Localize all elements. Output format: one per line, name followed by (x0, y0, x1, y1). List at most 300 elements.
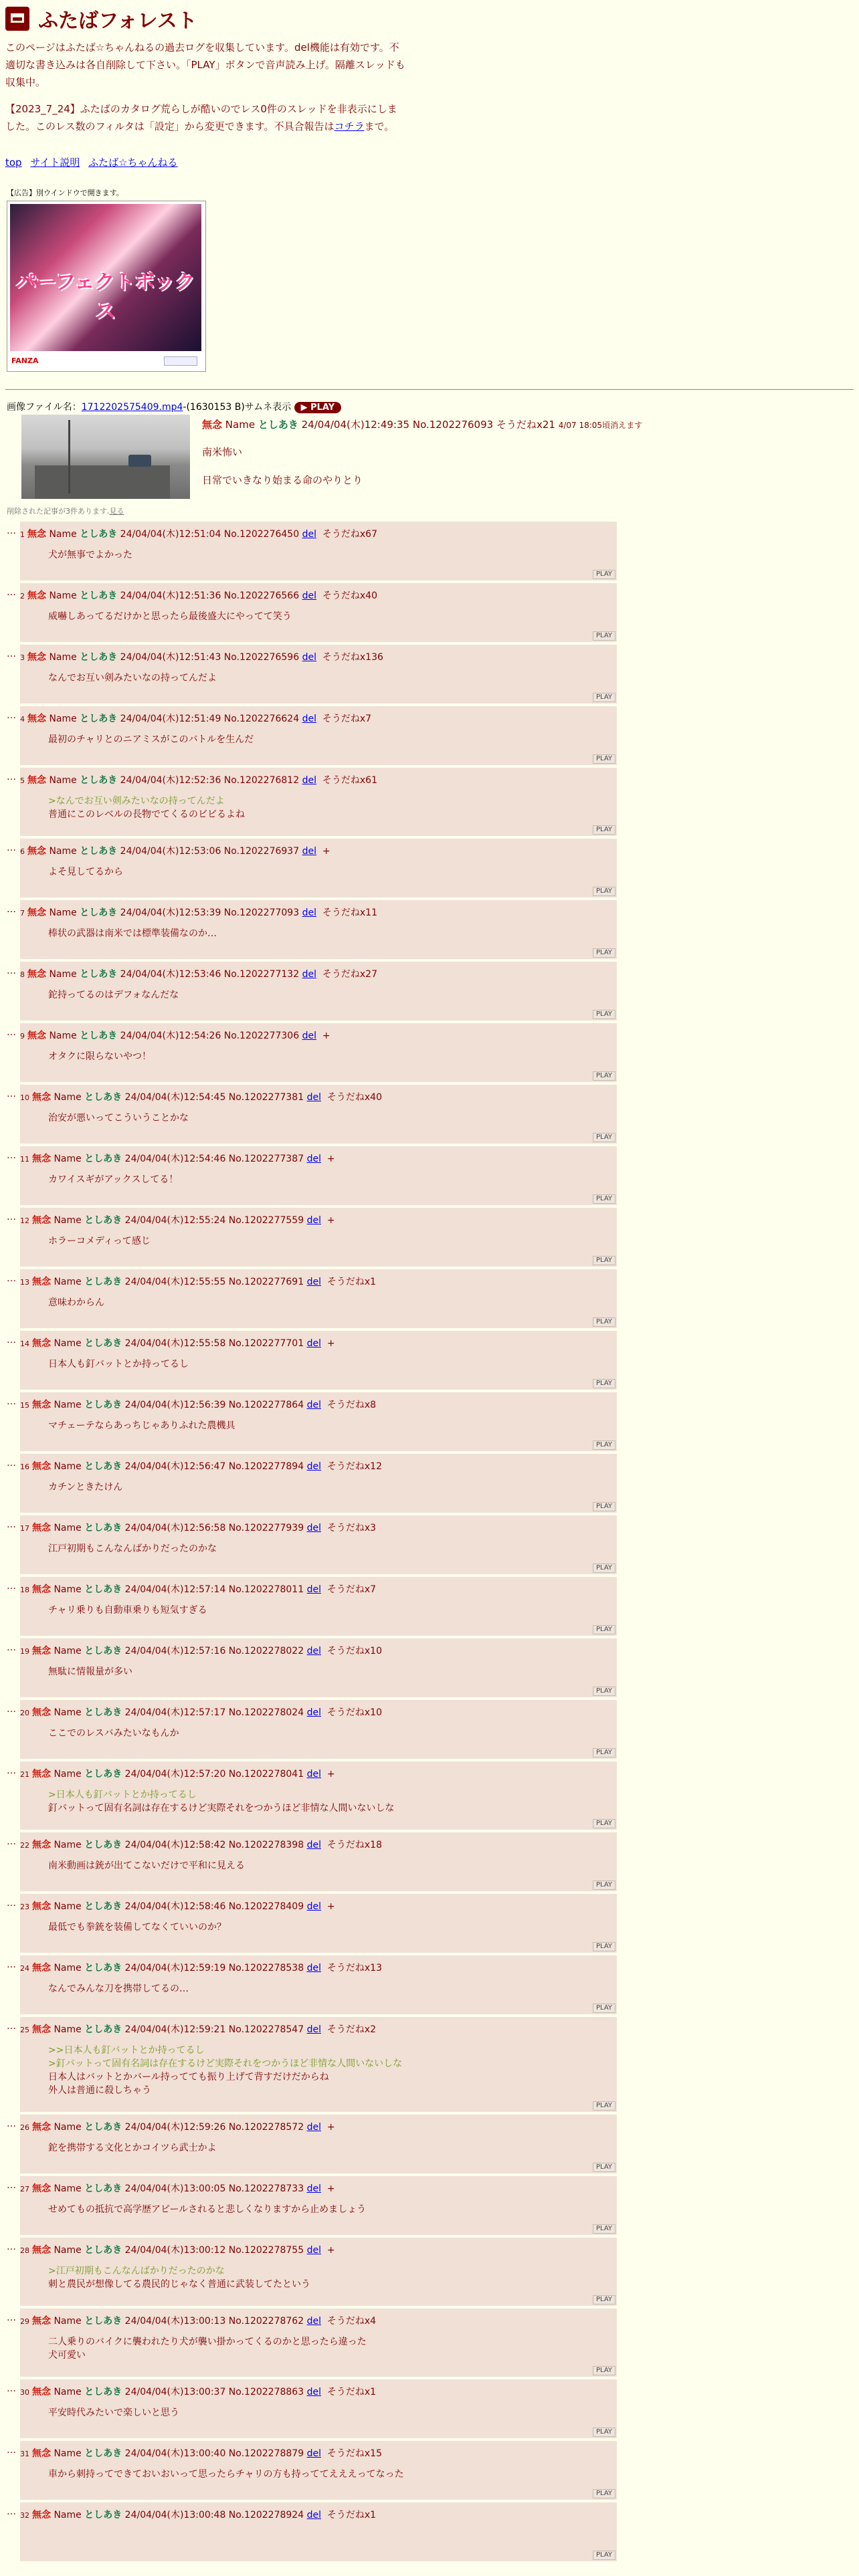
reply-row (0, 2176, 859, 2238)
reply-name-label: Name (54, 1523, 82, 1533)
reply-sodane[interactable]: そうだねx27 (322, 969, 377, 980)
reply-del-link[interactable]: del (306, 1901, 321, 1912)
op-header (202, 417, 642, 431)
op-sodane[interactable]: そうだねx21 (496, 419, 555, 431)
reply-body (48, 2406, 179, 2420)
reply-line: 意味わからん (48, 1297, 104, 1308)
deleted-show-link[interactable]: 見る (109, 507, 124, 516)
reply-line: よそ見してるから (48, 867, 123, 877)
reply-post (20, 1269, 617, 1328)
reply-subject: 無念 (27, 1031, 46, 1041)
reply-quote: >日本人も釘バットとか持ってるし (48, 1790, 197, 1800)
reply-body (48, 794, 245, 821)
reply-header (20, 2446, 382, 2460)
reply-date: 24/04/04(木)12:51:36 No.1202276566 (120, 591, 300, 601)
reply-play-button[interactable]: PLAY (593, 1687, 615, 1696)
reply-indent-dots: … (7, 1089, 15, 1099)
reply-del-link[interactable]: del (306, 1400, 321, 1410)
reply-date: 24/04/04(木)13:00:13 No.1202278762 (124, 2316, 304, 2327)
reply-del-link[interactable]: del (306, 1338, 321, 1349)
reply-play-button[interactable]: PLAY (593, 1194, 615, 1204)
reply-del-link[interactable]: del (306, 1840, 321, 1850)
reply-sodane[interactable]: そうだねx12 (326, 1461, 382, 1472)
reply-play-button[interactable]: PLAY (593, 2004, 615, 2013)
reply-play-button[interactable]: PLAY (593, 1502, 615, 1511)
reply-del-link[interactable]: del (306, 2183, 321, 2194)
reply-body (48, 1173, 178, 1186)
reply-name: としあき (84, 2510, 122, 2520)
op-name-label: Name (225, 419, 256, 431)
reply-row (0, 1208, 859, 1269)
reply-date: 24/04/04(木)12:54:46 No.1202277387 (124, 1154, 304, 1164)
reply-name-label: Name (54, 1646, 82, 1656)
reply-date: 24/04/04(木)12:59:19 No.1202278538 (124, 1963, 304, 1973)
reply-play-button[interactable]: PLAY (593, 2163, 615, 2172)
reply-row (0, 1454, 859, 1515)
reply-sodane[interactable]: そうだねx136 (322, 652, 383, 663)
reply-line: チャリ乗りも自動車乗りも短気すぎる (48, 1605, 207, 1616)
file-link[interactable]: 1712202575409.mp4 (81, 402, 183, 413)
reply-play-button[interactable]: PLAY (593, 1133, 615, 1142)
reply-del-link[interactable]: del (306, 1277, 321, 1287)
reply-post (20, 645, 617, 704)
reply-number: 18 (20, 1586, 29, 1594)
reply-indent-dots: … (7, 1642, 15, 1653)
reply-number: 11 (20, 1155, 29, 1164)
reply-name-label: Name (49, 652, 77, 663)
reply-name-label: Name (54, 2387, 82, 2397)
reply-subject: 無念 (32, 1963, 51, 1973)
reply-date: 24/04/04(木)12:55:24 No.1202277559 (124, 1215, 304, 1226)
reply-del-link[interactable]: del (302, 591, 316, 601)
reply-number: 20 (20, 1709, 29, 1717)
reply-del-link[interactable]: del (302, 846, 316, 857)
reply-subject: 無念 (32, 1707, 51, 1718)
reply-date: 24/04/04(木)12:53:06 No.1202276937 (120, 846, 300, 857)
deleted-notice: 削除された記事が3件あります.見る (7, 507, 124, 516)
reply-name: としあき (80, 775, 118, 786)
reply-play-button[interactable]: PLAY (593, 2551, 615, 2560)
reply-name-label: Name (49, 1031, 77, 1041)
reply-sodane[interactable]: + (326, 2245, 335, 2256)
reply-del-link[interactable]: del (306, 2387, 321, 2397)
reply-play-button[interactable]: PLAY (593, 2489, 615, 2498)
site-logo-icon[interactable] (5, 7, 29, 31)
reply-header (20, 2508, 376, 2521)
reply-play-button[interactable]: PLAY (593, 1256, 615, 1265)
reply-sodane[interactable]: + (326, 2183, 335, 2194)
reply-play-button[interactable]: PLAY (593, 1881, 615, 1890)
reply-play-button[interactable]: PLAY (593, 693, 615, 702)
reply-sodane[interactable]: そうだねx1 (326, 1277, 377, 1287)
reply-row (0, 1085, 859, 1146)
reply-subject: 無念 (32, 1523, 51, 1533)
reply-name: としあき (80, 714, 118, 724)
reply-subject: 無念 (32, 2387, 51, 2397)
reply-date: 24/04/04(木)13:00:12 No.1202278755 (124, 2245, 304, 2256)
reply-post (20, 2176, 617, 2235)
reply-number: 30 (20, 2388, 29, 2397)
reply-play-button[interactable]: PLAY (593, 1440, 615, 1450)
reply-row (0, 2309, 859, 2379)
reply-number: 32 (20, 2511, 29, 2520)
reply-quote: >なんでお互い剣みたいなの持ってんだよ (48, 796, 225, 807)
reply-name-label: Name (54, 1769, 82, 1780)
reply-post (20, 1454, 617, 1513)
reply-sodane[interactable]: + (322, 846, 330, 857)
reply-header (20, 1961, 382, 1974)
reply-sodane[interactable]: そうだねx4 (326, 2316, 377, 2327)
bug-report-link[interactable]: コチラ (334, 120, 365, 132)
op-play-button[interactable]: ▶ PLAY (294, 402, 342, 413)
reply-indent-dots: … (7, 710, 15, 721)
reply-name: としあき (84, 2448, 122, 2459)
reply-subject: 無念 (32, 2024, 51, 2035)
reply-sodane[interactable]: そうだねx18 (326, 1840, 382, 1850)
reply-del-link[interactable]: del (302, 1031, 316, 1041)
reply-indent-dots: … (7, 587, 15, 598)
reply-del-link[interactable]: del (306, 1769, 321, 1780)
reply-del-link[interactable]: del (306, 2245, 321, 2256)
reply-subject: 無念 (27, 907, 46, 918)
reply-play-button[interactable]: PLAY (593, 2295, 615, 2304)
reply-number: 24 (20, 1964, 29, 1973)
reply-name: としあき (80, 591, 118, 601)
reply-play-button[interactable]: PLAY (593, 825, 615, 835)
reply-body (48, 927, 217, 940)
reply-del-link[interactable]: del (306, 2024, 321, 2035)
reply-sodane[interactable]: そうだねx7 (326, 1584, 377, 1595)
reply-body (48, 1358, 189, 1371)
reply-number: 23 (20, 1903, 29, 1911)
reply-del-link[interactable]: del (302, 969, 316, 980)
reply-del-link[interactable]: del (306, 1646, 321, 1656)
reply-play-button[interactable]: PLAY (593, 1819, 615, 1828)
reply-name: としあき (84, 1963, 122, 1973)
reply-post (20, 2502, 617, 2561)
op-subject: 無念 (202, 419, 223, 431)
reply-name: としあき (84, 1154, 122, 1164)
reply-post (20, 2379, 617, 2438)
reply-post (20, 583, 617, 642)
reply-name: としあき (84, 1707, 122, 1718)
reply-header (20, 1398, 376, 1411)
reply-indent-dots: … (7, 2313, 15, 2323)
reply-sodane[interactable]: そうだねx13 (326, 1963, 382, 1973)
reply-body (48, 988, 179, 1002)
reply-date: 24/04/04(木)12:56:39 No.1202277864 (124, 1400, 304, 1410)
reply-play-button[interactable]: PLAY (593, 887, 615, 896)
reply-header (20, 2120, 335, 2133)
intro-paragraph-1: このページはふたば☆ちゃんねるの過去ログを収集しています。del機能は有効です。不適切な書き込みは各自削除して下さい。「PLAY」ボタンで音声読み上げ。隔離スレッドも収集中。 (5, 41, 405, 88)
reply-indent-dots: … (7, 843, 15, 853)
reply-number: 27 (20, 2185, 29, 2193)
reply-del-link[interactable]: del (306, 1963, 321, 1973)
reply-row (0, 2115, 859, 2176)
nav-links (5, 155, 183, 169)
reply-play-button[interactable]: PLAY (593, 570, 615, 579)
thumb-pole (68, 420, 70, 494)
reply-del-link[interactable]: del (306, 1523, 321, 1533)
reply-indent-dots: … (7, 2119, 15, 2129)
reply-number: 12 (20, 1216, 29, 1225)
reply-row (0, 1832, 859, 1894)
reply-del-link[interactable]: del (306, 1154, 321, 1164)
reply-line: 車から刺持ってできておいおいって思ったらチャリの方も持っててえええってなった (48, 2469, 404, 2480)
reply-post (20, 522, 617, 580)
reply-header (20, 844, 330, 857)
reply-name: としあき (84, 1584, 122, 1595)
reply-number: 13 (20, 1278, 29, 1287)
op-name: としあき (258, 419, 298, 431)
op-video-thumbnail[interactable] (21, 415, 190, 499)
reply-body (48, 1727, 179, 1740)
reply-row (0, 2441, 859, 2502)
reply-header (20, 588, 377, 602)
ad-label: 【広告】別ウインドウで開きます。 (7, 189, 124, 197)
reply-post (20, 1700, 617, 1759)
reply-subject: 無念 (32, 1400, 51, 1410)
reply-sodane[interactable]: + (326, 1769, 335, 1780)
reply-name: としあき (84, 1646, 122, 1656)
reply-thread (0, 522, 859, 2564)
reply-sodane[interactable]: そうだねx3 (326, 1523, 377, 1533)
reply-indent-dots: … (7, 2506, 15, 2517)
ad-banner[interactable] (7, 201, 206, 372)
reply-post (20, 1392, 617, 1451)
ad-controls[interactable] (164, 356, 197, 366)
reply-subject: 無念 (32, 1338, 51, 1349)
reply-name: としあき (84, 2122, 122, 2133)
reply-date: 24/04/04(木)13:00:05 No.1202278733 (124, 2183, 304, 2194)
reply-header (20, 905, 377, 919)
reply-play-button[interactable]: PLAY (593, 1942, 615, 1951)
reply-body (48, 1050, 151, 1063)
reply-del-link[interactable]: del (306, 2510, 321, 2520)
op-file-info (7, 400, 341, 413)
reply-row (0, 583, 859, 645)
reply-indent-dots: … (7, 904, 15, 915)
reply-sodane[interactable]: + (326, 1154, 335, 1164)
reply-name: としあき (84, 1215, 122, 1226)
reply-sodane[interactable]: そうだねx2 (326, 2024, 377, 2035)
reply-sodane[interactable]: そうだねx40 (322, 591, 377, 601)
reply-body (48, 1235, 151, 1248)
reply-name: としあき (84, 2245, 122, 2256)
reply-del-link[interactable]: del (306, 2122, 321, 2133)
reply-subject: 無念 (32, 2510, 51, 2520)
reply-sodane[interactable]: そうだねx10 (326, 1646, 382, 1656)
reply-del-link[interactable]: del (306, 2316, 321, 2327)
reply-indent-dots: … (7, 1836, 15, 1847)
reply-date: 24/04/04(木)12:57:16 No.1202278022 (124, 1646, 304, 1656)
reply-indent-dots: … (7, 526, 15, 536)
reply-sodane[interactable]: + (322, 1031, 330, 1041)
reply-number: 5 (20, 776, 25, 785)
reply-header (20, 1705, 382, 1719)
reply-sodane[interactable]: + (326, 1215, 335, 1226)
reply-date: 24/04/04(木)12:58:46 No.1202278409 (124, 1901, 304, 1912)
reply-play-button[interactable]: PLAY (593, 2101, 615, 2111)
reply-play-button[interactable]: PLAY (593, 2428, 615, 2437)
reply-sodane[interactable]: + (326, 2122, 335, 2133)
reply-name-label: Name (49, 714, 77, 724)
reply-sodane[interactable]: そうだねx40 (326, 1092, 382, 1103)
reply-line: ホラーコメディって感じ (48, 1236, 151, 1247)
reply-post (20, 2115, 617, 2173)
reply-number: 2 (20, 592, 25, 601)
reply-date: 24/04/04(木)12:59:21 No.1202278547 (124, 2024, 304, 2035)
reply-del-link[interactable]: del (302, 714, 316, 724)
reply-indent-dots: … (7, 649, 15, 659)
reply-del-link[interactable]: del (306, 1215, 321, 1226)
reply-del-link[interactable]: del (302, 907, 316, 918)
reply-del-link[interactable]: del (302, 652, 316, 663)
reply-sodane[interactable]: そうだねx1 (326, 2387, 377, 2397)
reply-play-button[interactable]: PLAY (593, 754, 615, 764)
reply-play-button[interactable]: PLAY (593, 1625, 615, 1634)
reply-play-button[interactable]: PLAY (593, 2224, 615, 2234)
reply-play-button[interactable]: PLAY (593, 1564, 615, 1573)
reply-line: 日本人はバットとかバール持ってても振り上げて背すだけだからね (48, 2072, 329, 2082)
reply-sodane[interactable]: そうだねx67 (322, 529, 377, 540)
reply-quote: >釘バットって固有名詞は存在するけど実際それをつかうほど非情な人間いないしな (48, 2058, 403, 2069)
reply-play-button[interactable]: PLAY (593, 2366, 615, 2375)
reply-header (20, 2385, 376, 2398)
reply-date: 24/04/04(木)12:54:45 No.1202277381 (124, 1092, 304, 1103)
reply-subject: 無念 (32, 2448, 51, 2459)
reply-number: 14 (20, 1339, 29, 1348)
reply-sodane[interactable]: そうだねx61 (322, 775, 377, 786)
reply-indent-dots: … (7, 1704, 15, 1715)
reply-number: 28 (20, 2246, 29, 2255)
reply-row (0, 2238, 859, 2309)
reply-post (20, 1577, 617, 1636)
reply-indent-dots: … (7, 1519, 15, 1530)
reply-row (0, 1331, 859, 1392)
ad-image[interactable] (10, 204, 201, 351)
reply-sodane[interactable]: そうだねx11 (322, 907, 377, 918)
reply-sodane[interactable]: + (326, 1338, 335, 1349)
reply-name: としあき (84, 2024, 122, 2035)
reply-del-link[interactable]: del (306, 1707, 321, 1718)
reply-number: 21 (20, 1770, 29, 1779)
nav-link-futaba[interactable]: ふたば☆ちゃんねる (88, 156, 178, 169)
reply-play-button[interactable]: PLAY (593, 1010, 615, 1019)
reply-del-link[interactable]: del (306, 1461, 321, 1472)
reply-quote: >>日本人も釘バットとか持ってるし (48, 2045, 205, 2056)
reply-play-button[interactable]: PLAY (593, 1317, 615, 1327)
reply-line: 外人は普通に殺しちゃう (48, 2085, 151, 2096)
reply-sodane[interactable]: + (326, 1901, 335, 1912)
reply-sodane[interactable]: そうだねx1 (326, 2510, 377, 2520)
reply-header (20, 1899, 335, 1913)
reply-play-button[interactable]: PLAY (593, 1379, 615, 1388)
reply-subject: 無念 (32, 1769, 51, 1780)
reply-name-label: Name (54, 1707, 82, 1718)
nav-link-site-description[interactable]: サイト説明 (30, 156, 80, 169)
intro-paragraph-2: 【2023_7_24】ふたばのカタログ荒らしが酷いのでレス0件のスレッドを非表示にしました。このレス数のフィルタは「設定」から変更できます。不具合報告はコチラまで。 (5, 103, 397, 132)
reply-line: 治安が悪いってこういうことかな (48, 1113, 189, 1123)
reply-name-label: Name (54, 1901, 82, 1912)
reply-line: 鉈を携帯する文化とかコイツら武士かよ (48, 2143, 217, 2153)
reply-sodane[interactable]: そうだねx8 (326, 1400, 377, 1410)
reply-row (0, 2017, 859, 2115)
reply-sodane[interactable]: そうだねx7 (322, 714, 372, 724)
reply-sodane[interactable]: そうだねx15 (326, 2448, 382, 2459)
reply-line: 釘バットって固有名詞は存在するけど実際それをつかうほど非情な人間いないしな (48, 1803, 395, 1814)
reply-line: 犬可愛い (48, 2350, 86, 2361)
reply-header (20, 1767, 335, 1780)
reply-subject: 無念 (32, 1840, 51, 1850)
reply-row (0, 900, 859, 962)
reply-body (48, 733, 254, 746)
reply-row (0, 1638, 859, 1700)
reply-line: 最初のチャリとのニアミスがこのバトルを生んだ (48, 734, 254, 745)
reply-number: 22 (20, 1841, 29, 1850)
nav-link-top[interactable]: top (5, 156, 22, 169)
reply-play-button[interactable]: PLAY (593, 1071, 615, 1081)
thumb-car (128, 455, 151, 467)
reply-indent-dots: … (7, 1027, 15, 1038)
reply-post (20, 839, 617, 897)
reply-date: 24/04/04(木)12:57:14 No.1202278011 (124, 1584, 304, 1595)
reply-subject: 無念 (27, 846, 46, 857)
reply-del-link[interactable]: del (302, 529, 316, 540)
reply-indent-dots: … (7, 1959, 15, 1970)
reply-subject: 無念 (27, 969, 46, 980)
reply-name: としあき (80, 907, 118, 918)
reply-header (20, 1090, 382, 1103)
reply-del-link[interactable]: del (306, 2448, 321, 2459)
reply-date: 24/04/04(木)13:00:37 No.1202278863 (124, 2387, 304, 2397)
reply-indent-dots: … (7, 1458, 15, 1469)
reply-date: 24/04/04(木)12:58:42 No.1202278398 (124, 1840, 304, 1850)
reply-row (0, 768, 859, 839)
reply-subject: 無念 (32, 1646, 51, 1656)
file-label: 画像ファイル名： (7, 402, 82, 413)
reply-line: ここでのレスバみたいなもんか (48, 1728, 179, 1739)
reply-header (20, 2022, 376, 2036)
reply-name-label: Name (54, 1154, 82, 1164)
reply-subject: 無念 (32, 2183, 51, 2194)
reply-del-link[interactable]: del (306, 1584, 321, 1595)
reply-del-link[interactable]: del (306, 1092, 321, 1103)
reply-del-link[interactable]: del (302, 775, 316, 786)
reply-indent-dots: … (7, 1335, 15, 1346)
reply-line: オタクに限らないやつ！ (48, 1051, 151, 1062)
reply-play-button[interactable]: PLAY (593, 631, 615, 641)
reply-post (20, 1832, 617, 1891)
reply-number: 1 (20, 530, 25, 539)
reply-subject: 無念 (27, 714, 46, 724)
op-expiry: 4/07 18:05頃消えます (558, 421, 643, 430)
reply-header (20, 1213, 335, 1226)
reply-play-button[interactable]: PLAY (593, 948, 615, 958)
reply-body (48, 1859, 245, 1872)
reply-header (20, 712, 371, 725)
reply-post (20, 1761, 617, 1830)
reply-name-label: Name (54, 2245, 82, 2256)
reply-subject: 無念 (27, 591, 46, 601)
reply-line: 江戸初期もこんなんばかりだったのかな (48, 1543, 217, 1554)
reply-post (20, 1208, 617, 1267)
reply-sodane[interactable]: そうだねx10 (326, 1707, 382, 1718)
file-meta: -(1630153 B)サムネ表示 (183, 402, 292, 413)
reply-date: 24/04/04(木)12:59:26 No.1202278572 (124, 2122, 304, 2133)
reply-header (20, 2243, 335, 2256)
reply-play-button[interactable]: PLAY (593, 1748, 615, 1757)
